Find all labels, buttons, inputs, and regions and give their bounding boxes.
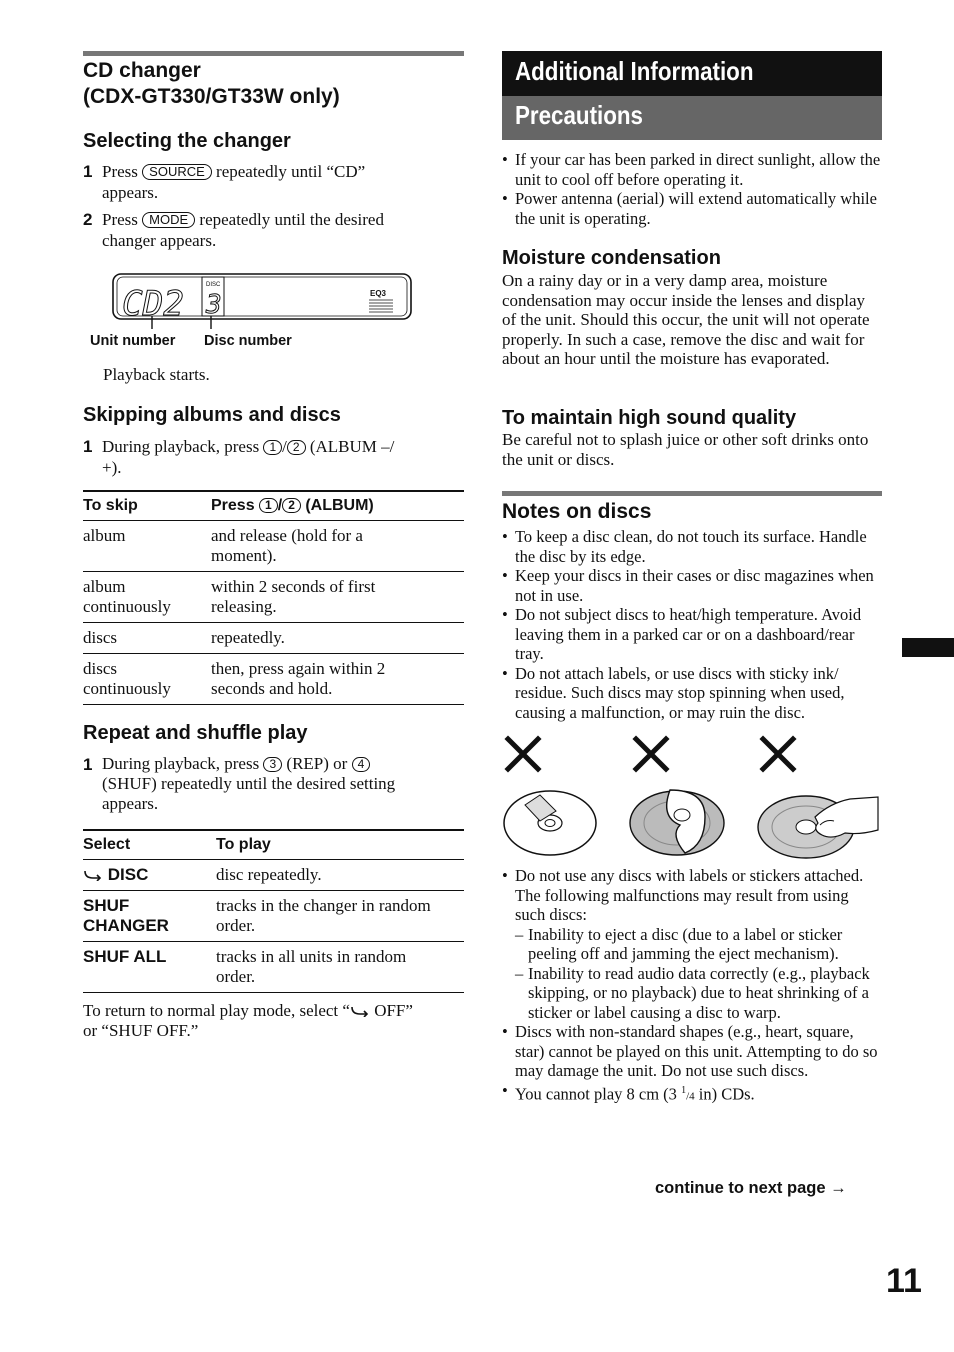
list-item: • Keep your discs in their cases or disc magazines when not in use. bbox=[502, 566, 882, 605]
display-disc-label: DISC bbox=[206, 282, 221, 288]
list-item: • Power antenna (aerial) will extend automatically while the unit is operating. bbox=[502, 189, 882, 228]
source-key: SOURCE bbox=[142, 164, 212, 180]
skipping-heading: Skipping albums and discs bbox=[83, 404, 341, 426]
repeat-footer: To return to normal play mode, select “ OFF” or “SHUF OFF.” bbox=[83, 1001, 413, 1040]
page-number: 11 bbox=[886, 1262, 922, 1300]
selecting-heading: Selecting the changer bbox=[83, 130, 291, 152]
section-rule bbox=[83, 51, 464, 56]
table-row: discs repeatedly. bbox=[83, 623, 464, 654]
quality-heading: To maintain high sound quality bbox=[502, 407, 797, 429]
repeat-icon bbox=[83, 865, 108, 884]
list-item: • Discs with non-standard shapes (e.g., heart, square, star) cannot be played on this unit. Attempting to do so may damage the unit. Do not use such discs. bbox=[502, 1022, 882, 1081]
labels-notes-list bbox=[502, 866, 882, 1107]
moisture-heading: Moisture condensation bbox=[502, 247, 721, 269]
quality-text: Be careful not to splash juice or other soft drinks onto the unit or discs. bbox=[502, 430, 869, 469]
repeat-icon bbox=[350, 1001, 370, 1020]
moisture-text: On a rainy day or in a very damp area, moisture condensation may occur inside the lenses and display of the unit. Should this occur, the unit will not operate properly. In such a case, remove the disc and wait for about an hour until the moisture has evaporated. bbox=[502, 271, 870, 369]
display-eq-label: EQ3 bbox=[370, 289, 387, 298]
list-item: • Do not subject discs to heat/high temperature. Avoid leaving them in a parked car or on a dashboard/rear tray. bbox=[502, 605, 882, 664]
table-row: SHUF CHANGER tracks in the changer in random order. bbox=[83, 891, 464, 942]
list-item: • Do not attach labels, or use discs with sticky ink/ residue. Such discs may stop spinning when used, causing a malfunction, or may ruin the disc. bbox=[502, 664, 882, 723]
section-rule bbox=[502, 491, 882, 496]
dash-item: – Inability to eject a disc (due to a label or sticker peeling off and jamming the eject mechanism). bbox=[515, 924, 843, 963]
disc-sticker-icon bbox=[504, 791, 596, 855]
continue-link[interactable]: continue to next page → bbox=[655, 1179, 847, 1197]
list-item: • If your car has been parked in direct sunlight, allow the unit to cool off before operating it. bbox=[502, 150, 882, 189]
banner-additional-title: Additional Information bbox=[515, 56, 754, 86]
table-row: DISC disc repeatedly. bbox=[83, 860, 464, 891]
skip-table: To skip Press 1 / 2 (ALBUM) album and release (hold for a moment). album continuously within 2 seconds of first releasing. discs repeatedly. discs continuously then, press again within 2 seconds and hold. bbox=[83, 490, 464, 705]
precautions-list bbox=[502, 150, 882, 228]
table-row: album continuously within 2 seconds of first releasing. bbox=[83, 572, 464, 623]
repeat-heading: Repeat and shuffle play bbox=[83, 722, 308, 744]
unit-number-label: Unit number bbox=[90, 333, 176, 349]
list-item: • Do not use any discs with labels or stickers attached. The following malfunctions may result from using such discs: – Inability to eject a disc (due to a label or sticker peeling off and jamming the eject mechanism). – Inability to read audio data correctly (e.g., playback skipping, or no playback) due to heat shrinking of a sticker or label causing a disc to warp. bbox=[502, 866, 882, 1022]
table-row: SHUF ALL tracks in all units in random order. bbox=[83, 942, 464, 993]
table-row: album and release (hold for a moment). bbox=[83, 521, 464, 572]
display-illustration bbox=[110, 271, 415, 329]
side-tab-marker bbox=[902, 638, 954, 657]
disc-heart-shape-icon bbox=[630, 790, 724, 855]
repeat-table: Select To play DISC disc repeatedly. SHUF CHANGER tracks in the changer in random order. SHUF ALL tracks in all units in random order. bbox=[83, 829, 464, 993]
mode-key: MODE bbox=[142, 212, 195, 228]
display-main-text: CD2 bbox=[122, 284, 184, 324]
disc-number-label: Disc number bbox=[204, 333, 292, 349]
dash-item: – Inability to read audio data correctly (e.g., playback skipping, or no playback) due to heat shrinking of a sticker or label causing a disc to warp. bbox=[515, 963, 870, 1022]
section-title: CD changer (CDX-GT330/GT33W only) bbox=[83, 59, 340, 108]
display-disc-number: 3 bbox=[206, 290, 222, 320]
table-row: discs continuously then, press again within 2 seconds and hold. bbox=[83, 654, 464, 705]
disc-sticky-ink-icon bbox=[758, 796, 878, 858]
disc-warnings-illustration bbox=[500, 735, 882, 860]
list-item: • You cannot play 8 cm (3 $^1$/4 in) CDs. bbox=[502, 1081, 882, 1107]
discs-heading: Notes on discs bbox=[502, 500, 652, 523]
banner-precautions-title: Precautions bbox=[515, 100, 643, 130]
list-item: • To keep a disc clean, do not touch its surface. Handle the disc by its edge. bbox=[502, 527, 882, 566]
playback-starts: Playback starts. bbox=[103, 365, 210, 384]
discs-notes-list bbox=[502, 527, 882, 722]
